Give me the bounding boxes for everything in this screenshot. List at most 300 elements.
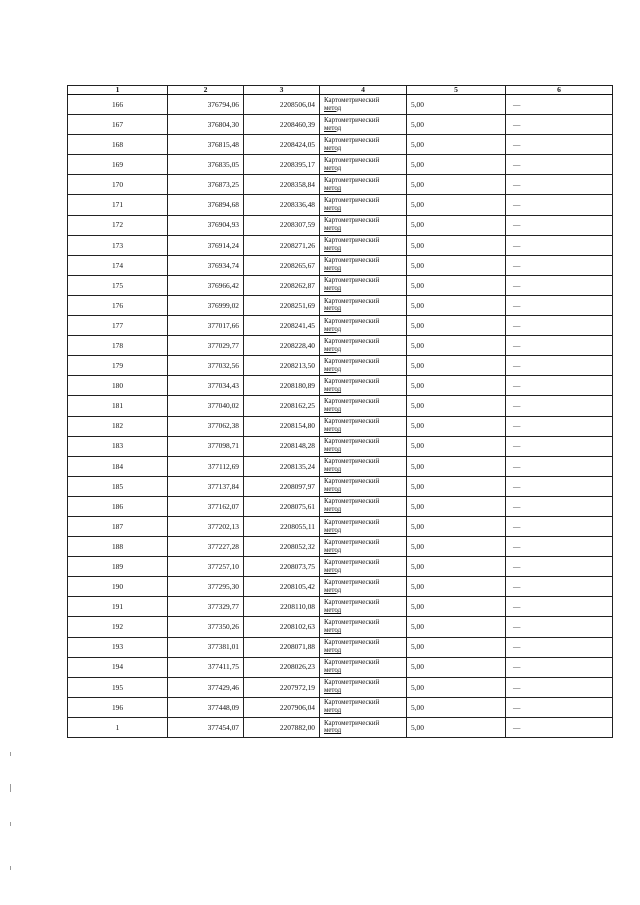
- coordinate-x: 376794,06: [168, 95, 244, 115]
- accuracy-value: 5,00: [407, 135, 506, 155]
- table-row: [68, 215, 613, 235]
- coordinate-y: 2208424,05: [244, 135, 320, 155]
- dash-value: —: [506, 657, 613, 677]
- point-number: 166: [68, 95, 168, 115]
- coordinate-y: 2208460,39: [244, 115, 320, 135]
- coordinates-table: [67, 85, 613, 738]
- accuracy-value: 5,00: [407, 436, 506, 456]
- point-number: 194: [68, 657, 168, 677]
- method-label: метод: [324, 225, 342, 233]
- accuracy-value: 5,00: [407, 456, 506, 476]
- method-label: Картометрический: [324, 176, 380, 184]
- method-label: Картометрический: [324, 578, 380, 586]
- point-number: 185: [68, 476, 168, 496]
- table-row: [68, 356, 613, 376]
- method-cell: [320, 476, 407, 496]
- accuracy-value: 5,00: [407, 617, 506, 637]
- method-cell: [320, 356, 407, 376]
- coordinate-y: 2208271,26: [244, 235, 320, 255]
- accuracy-value: 5,00: [407, 295, 506, 315]
- dash-value: —: [506, 175, 613, 195]
- table-row: [68, 537, 613, 557]
- coordinate-x: 377227,28: [168, 537, 244, 557]
- method-label: Картометрический: [324, 297, 380, 305]
- coordinate-y: 2208336,48: [244, 195, 320, 215]
- coordinate-y: 2208265,67: [244, 255, 320, 275]
- method-label: Картометрический: [324, 156, 380, 164]
- dash-value: —: [506, 215, 613, 235]
- accuracy-value: 5,00: [407, 255, 506, 275]
- method-label: метод: [324, 626, 342, 634]
- point-number: 195: [68, 677, 168, 697]
- method-label: метод: [324, 566, 342, 574]
- table-row: [68, 336, 613, 356]
- method-cell: [320, 215, 407, 235]
- coordinate-x: 376914,24: [168, 235, 244, 255]
- table-row: [68, 577, 613, 597]
- method-label: Картометрический: [324, 377, 380, 385]
- coordinate-x: 377098,71: [168, 436, 244, 456]
- accuracy-value: 5,00: [407, 336, 506, 356]
- accuracy-value: 5,00: [407, 476, 506, 496]
- method-label: метод: [324, 586, 342, 594]
- method-label: Картометрический: [324, 136, 380, 144]
- column-header: 4: [320, 86, 407, 95]
- coordinate-x: 377411,75: [168, 657, 244, 677]
- scan-mark: [10, 752, 11, 756]
- scan-mark: [10, 784, 11, 792]
- coordinate-y: 2208262,87: [244, 275, 320, 295]
- accuracy-value: 5,00: [407, 316, 506, 336]
- point-number: 193: [68, 637, 168, 657]
- table-row: [68, 376, 613, 396]
- point-number: 182: [68, 416, 168, 436]
- method-label: Картометрический: [324, 357, 380, 365]
- coordinate-y: 2208052,32: [244, 537, 320, 557]
- point-number: 189: [68, 557, 168, 577]
- method-label: Картометрический: [324, 96, 380, 104]
- coordinate-y: 2208075,61: [244, 496, 320, 516]
- method-label: Картометрический: [324, 538, 380, 546]
- method-label: Картометрический: [324, 659, 380, 667]
- coordinate-x: 376894,68: [168, 195, 244, 215]
- method-cell: [320, 637, 407, 657]
- coordinate-y: 2208073,75: [244, 557, 320, 577]
- coordinate-x: 377429,46: [168, 677, 244, 697]
- point-number: 175: [68, 275, 168, 295]
- coordinate-y: 2208102,63: [244, 617, 320, 637]
- dash-value: —: [506, 516, 613, 536]
- method-label: метод: [324, 184, 342, 192]
- dash-value: —: [506, 115, 613, 135]
- table-row: [68, 396, 613, 416]
- coordinate-x: 376904,93: [168, 215, 244, 235]
- coordinate-x: 376873,25: [168, 175, 244, 195]
- accuracy-value: 5,00: [407, 215, 506, 235]
- table-row: [68, 717, 613, 737]
- method-label: метод: [324, 727, 342, 735]
- point-number: 192: [68, 617, 168, 637]
- coordinate-y: 2208148,28: [244, 436, 320, 456]
- table-row: [68, 275, 613, 295]
- coordinate-x: 377162,07: [168, 496, 244, 516]
- coordinate-y: 2208026,23: [244, 657, 320, 677]
- method-label: метод: [324, 405, 342, 413]
- point-number: 180: [68, 376, 168, 396]
- accuracy-value: 5,00: [407, 356, 506, 376]
- method-cell: [320, 537, 407, 557]
- coordinate-x: 377032,56: [168, 356, 244, 376]
- dash-value: —: [506, 697, 613, 717]
- table-row: [68, 496, 613, 516]
- dash-value: —: [506, 577, 613, 597]
- coordinate-y: 2207882,00: [244, 717, 320, 737]
- column-header: 5: [407, 86, 506, 95]
- coordinate-x: 376999,02: [168, 295, 244, 315]
- coordinate-y: 2208307,59: [244, 215, 320, 235]
- coordinate-y: 2208180,89: [244, 376, 320, 396]
- coordinates-table-sheet: [67, 85, 612, 738]
- table-row: [68, 316, 613, 336]
- point-number: 190: [68, 577, 168, 597]
- column-header: 3: [244, 86, 320, 95]
- accuracy-value: 5,00: [407, 597, 506, 617]
- point-number: 183: [68, 436, 168, 456]
- method-cell: [320, 697, 407, 717]
- accuracy-value: 5,00: [407, 95, 506, 115]
- method-label: метод: [324, 265, 342, 273]
- method-label: метод: [324, 426, 342, 434]
- accuracy-value: 5,00: [407, 717, 506, 737]
- point-number: 179: [68, 356, 168, 376]
- method-label: метод: [324, 245, 342, 253]
- coordinate-x: 376934,74: [168, 255, 244, 275]
- method-cell: [320, 597, 407, 617]
- method-cell: [320, 516, 407, 536]
- method-cell: [320, 657, 407, 677]
- table-row: [68, 597, 613, 617]
- coordinate-x: 376804,30: [168, 115, 244, 135]
- point-number: 169: [68, 155, 168, 175]
- method-cell: [320, 717, 407, 737]
- dash-value: —: [506, 295, 613, 315]
- table-row: [68, 436, 613, 456]
- method-cell: [320, 557, 407, 577]
- coordinate-y: 2208506,04: [244, 95, 320, 115]
- coordinate-x: 377329,77: [168, 597, 244, 617]
- method-cell: [320, 336, 407, 356]
- coordinate-x: 376966,42: [168, 275, 244, 295]
- method-label: Картометрический: [324, 438, 380, 446]
- method-cell: [320, 577, 407, 597]
- method-label: метод: [324, 285, 342, 293]
- accuracy-value: 5,00: [407, 537, 506, 557]
- table-row: [68, 617, 613, 637]
- dash-value: —: [506, 195, 613, 215]
- method-label: метод: [324, 647, 342, 655]
- method-label: Картометрический: [324, 558, 380, 566]
- point-number: 1: [68, 717, 168, 737]
- table-row: [68, 476, 613, 496]
- point-number: 168: [68, 135, 168, 155]
- point-number: 171: [68, 195, 168, 215]
- point-number: 172: [68, 215, 168, 235]
- dash-value: —: [506, 336, 613, 356]
- method-label: метод: [324, 365, 342, 373]
- coordinate-x: 377137,84: [168, 476, 244, 496]
- dash-value: —: [506, 416, 613, 436]
- coordinate-x: 377350,26: [168, 617, 244, 637]
- table-row: [68, 255, 613, 275]
- table-row: [68, 235, 613, 255]
- method-label: метод: [324, 546, 342, 554]
- accuracy-value: 5,00: [407, 557, 506, 577]
- coordinate-x: 377257,10: [168, 557, 244, 577]
- dash-value: —: [506, 376, 613, 396]
- method-label: метод: [324, 325, 342, 333]
- dash-value: —: [506, 597, 613, 617]
- table-row: [68, 195, 613, 215]
- dash-value: —: [506, 637, 613, 657]
- method-label: метод: [324, 606, 342, 614]
- method-label: метод: [324, 345, 342, 353]
- table-row: [68, 677, 613, 697]
- method-label: метод: [324, 144, 342, 152]
- table-row: [68, 295, 613, 315]
- coordinate-y: 2207906,04: [244, 697, 320, 717]
- dash-value: —: [506, 496, 613, 516]
- point-number: 191: [68, 597, 168, 617]
- dash-value: —: [506, 537, 613, 557]
- coordinate-x: 377029,77: [168, 336, 244, 356]
- method-label: Картометрический: [324, 317, 380, 325]
- table-row: [68, 135, 613, 155]
- point-number: 186: [68, 496, 168, 516]
- table-row: [68, 697, 613, 717]
- point-number: 173: [68, 235, 168, 255]
- method-label: Картометрический: [324, 719, 380, 727]
- point-number: 176: [68, 295, 168, 315]
- method-cell: [320, 376, 407, 396]
- method-label: Картометрический: [324, 337, 380, 345]
- accuracy-value: 5,00: [407, 496, 506, 516]
- coordinate-x: 377295,30: [168, 577, 244, 597]
- coordinate-y: 2208135,24: [244, 456, 320, 476]
- method-cell: [320, 175, 407, 195]
- accuracy-value: 5,00: [407, 396, 506, 416]
- point-number: 188: [68, 537, 168, 557]
- method-label: Картометрический: [324, 699, 380, 707]
- method-label: Картометрический: [324, 458, 380, 466]
- coordinate-y: 2208162,25: [244, 396, 320, 416]
- coordinate-x: 377034,43: [168, 376, 244, 396]
- method-label: метод: [324, 667, 342, 675]
- table-row: [68, 637, 613, 657]
- method-label: метод: [324, 707, 342, 715]
- point-number: 167: [68, 115, 168, 135]
- method-label: метод: [324, 526, 342, 534]
- method-label: метод: [324, 124, 342, 132]
- method-cell: [320, 456, 407, 476]
- method-cell: [320, 255, 407, 275]
- method-label: Картометрический: [324, 639, 380, 647]
- method-cell: [320, 416, 407, 436]
- accuracy-value: 5,00: [407, 376, 506, 396]
- table-row: [68, 416, 613, 436]
- dash-value: —: [506, 456, 613, 476]
- table-row: [68, 657, 613, 677]
- method-cell: [320, 316, 407, 336]
- scan-mark: [10, 866, 11, 870]
- method-cell: [320, 275, 407, 295]
- method-cell: [320, 135, 407, 155]
- method-label: Картометрический: [324, 277, 380, 285]
- method-label: Картометрический: [324, 116, 380, 124]
- accuracy-value: 5,00: [407, 657, 506, 677]
- scan-mark: [10, 822, 11, 826]
- method-label: метод: [324, 305, 342, 313]
- method-cell: [320, 677, 407, 697]
- table-row: [68, 557, 613, 577]
- dash-value: —: [506, 476, 613, 496]
- method-cell: [320, 95, 407, 115]
- coordinate-y: 2208358,84: [244, 175, 320, 195]
- coordinate-x: 377017,66: [168, 316, 244, 336]
- dash-value: —: [506, 717, 613, 737]
- accuracy-value: 5,00: [407, 175, 506, 195]
- coordinate-y: 2208228,40: [244, 336, 320, 356]
- dash-value: —: [506, 617, 613, 637]
- accuracy-value: 5,00: [407, 637, 506, 657]
- method-label: Картометрический: [324, 418, 380, 426]
- method-label: Картометрический: [324, 498, 380, 506]
- method-cell: [320, 496, 407, 516]
- accuracy-value: 5,00: [407, 235, 506, 255]
- table-row: [68, 516, 613, 536]
- dash-value: —: [506, 396, 613, 416]
- method-label: Картометрический: [324, 598, 380, 606]
- method-label: Картометрический: [324, 518, 380, 526]
- method-label: Картометрический: [324, 679, 380, 687]
- dash-value: —: [506, 356, 613, 376]
- coordinate-x: 377448,09: [168, 697, 244, 717]
- method-cell: [320, 115, 407, 135]
- dash-value: —: [506, 275, 613, 295]
- point-number: 178: [68, 336, 168, 356]
- method-cell: [320, 295, 407, 315]
- point-number: 174: [68, 255, 168, 275]
- method-label: Картометрический: [324, 197, 380, 205]
- coordinate-x: 376835,05: [168, 155, 244, 175]
- accuracy-value: 5,00: [407, 115, 506, 135]
- accuracy-value: 5,00: [407, 195, 506, 215]
- point-number: 184: [68, 456, 168, 476]
- coordinate-y: 2208213,50: [244, 356, 320, 376]
- coordinate-x: 376815,48: [168, 135, 244, 155]
- method-label: метод: [324, 506, 342, 514]
- coordinate-y: 2208395,17: [244, 155, 320, 175]
- column-header: 6: [506, 86, 613, 95]
- dash-value: —: [506, 677, 613, 697]
- coordinate-x: 377381,01: [168, 637, 244, 657]
- coordinate-y: 2208071,88: [244, 637, 320, 657]
- table-row: [68, 175, 613, 195]
- column-header: 1: [68, 86, 168, 95]
- method-cell: [320, 235, 407, 255]
- point-number: 181: [68, 396, 168, 416]
- accuracy-value: 5,00: [407, 155, 506, 175]
- accuracy-value: 5,00: [407, 577, 506, 597]
- coordinate-x: 377040,02: [168, 396, 244, 416]
- coordinate-x: 377062,38: [168, 416, 244, 436]
- column-header: 2: [168, 86, 244, 95]
- point-number: 170: [68, 175, 168, 195]
- dash-value: —: [506, 235, 613, 255]
- method-label: метод: [324, 385, 342, 393]
- coordinate-x: 377112,69: [168, 456, 244, 476]
- point-number: 187: [68, 516, 168, 536]
- dash-value: —: [506, 436, 613, 456]
- table-row: [68, 95, 613, 115]
- method-label: Картометрический: [324, 237, 380, 245]
- method-cell: [320, 195, 407, 215]
- coordinate-x: 377202,13: [168, 516, 244, 536]
- coordinate-y: 2207972,19: [244, 677, 320, 697]
- accuracy-value: 5,00: [407, 516, 506, 536]
- method-cell: [320, 617, 407, 637]
- coordinate-y: 2208110,08: [244, 597, 320, 617]
- dash-value: —: [506, 255, 613, 275]
- method-cell: [320, 155, 407, 175]
- coordinate-y: 2208097,97: [244, 476, 320, 496]
- method-label: метод: [324, 205, 342, 213]
- method-label: Картометрический: [324, 478, 380, 486]
- method-label: метод: [324, 687, 342, 695]
- accuracy-value: 5,00: [407, 275, 506, 295]
- method-label: метод: [324, 104, 342, 112]
- table-row: [68, 115, 613, 135]
- method-label: Картометрический: [324, 257, 380, 265]
- column-number-row: [68, 86, 613, 95]
- method-cell: [320, 436, 407, 456]
- method-label: метод: [324, 486, 342, 494]
- dash-value: —: [506, 557, 613, 577]
- method-label: метод: [324, 446, 342, 454]
- method-label: Картометрический: [324, 398, 380, 406]
- table-row: [68, 456, 613, 476]
- dash-value: —: [506, 316, 613, 336]
- coordinate-y: 2208154,80: [244, 416, 320, 436]
- point-number: 177: [68, 316, 168, 336]
- coordinate-x: 377454,07: [168, 717, 244, 737]
- coordinate-y: 2208055,11: [244, 516, 320, 536]
- point-number: 196: [68, 697, 168, 717]
- coordinate-y: 2208251,69: [244, 295, 320, 315]
- method-label: Картометрический: [324, 619, 380, 627]
- accuracy-value: 5,00: [407, 697, 506, 717]
- dash-value: —: [506, 135, 613, 155]
- accuracy-value: 5,00: [407, 677, 506, 697]
- method-cell: [320, 396, 407, 416]
- accuracy-value: 5,00: [407, 416, 506, 436]
- method-label: Картометрический: [324, 217, 380, 225]
- coordinate-y: 2208105,42: [244, 577, 320, 597]
- coordinate-y: 2208241,45: [244, 316, 320, 336]
- dash-value: —: [506, 155, 613, 175]
- table-row: [68, 155, 613, 175]
- dash-value: —: [506, 95, 613, 115]
- method-label: метод: [324, 466, 342, 474]
